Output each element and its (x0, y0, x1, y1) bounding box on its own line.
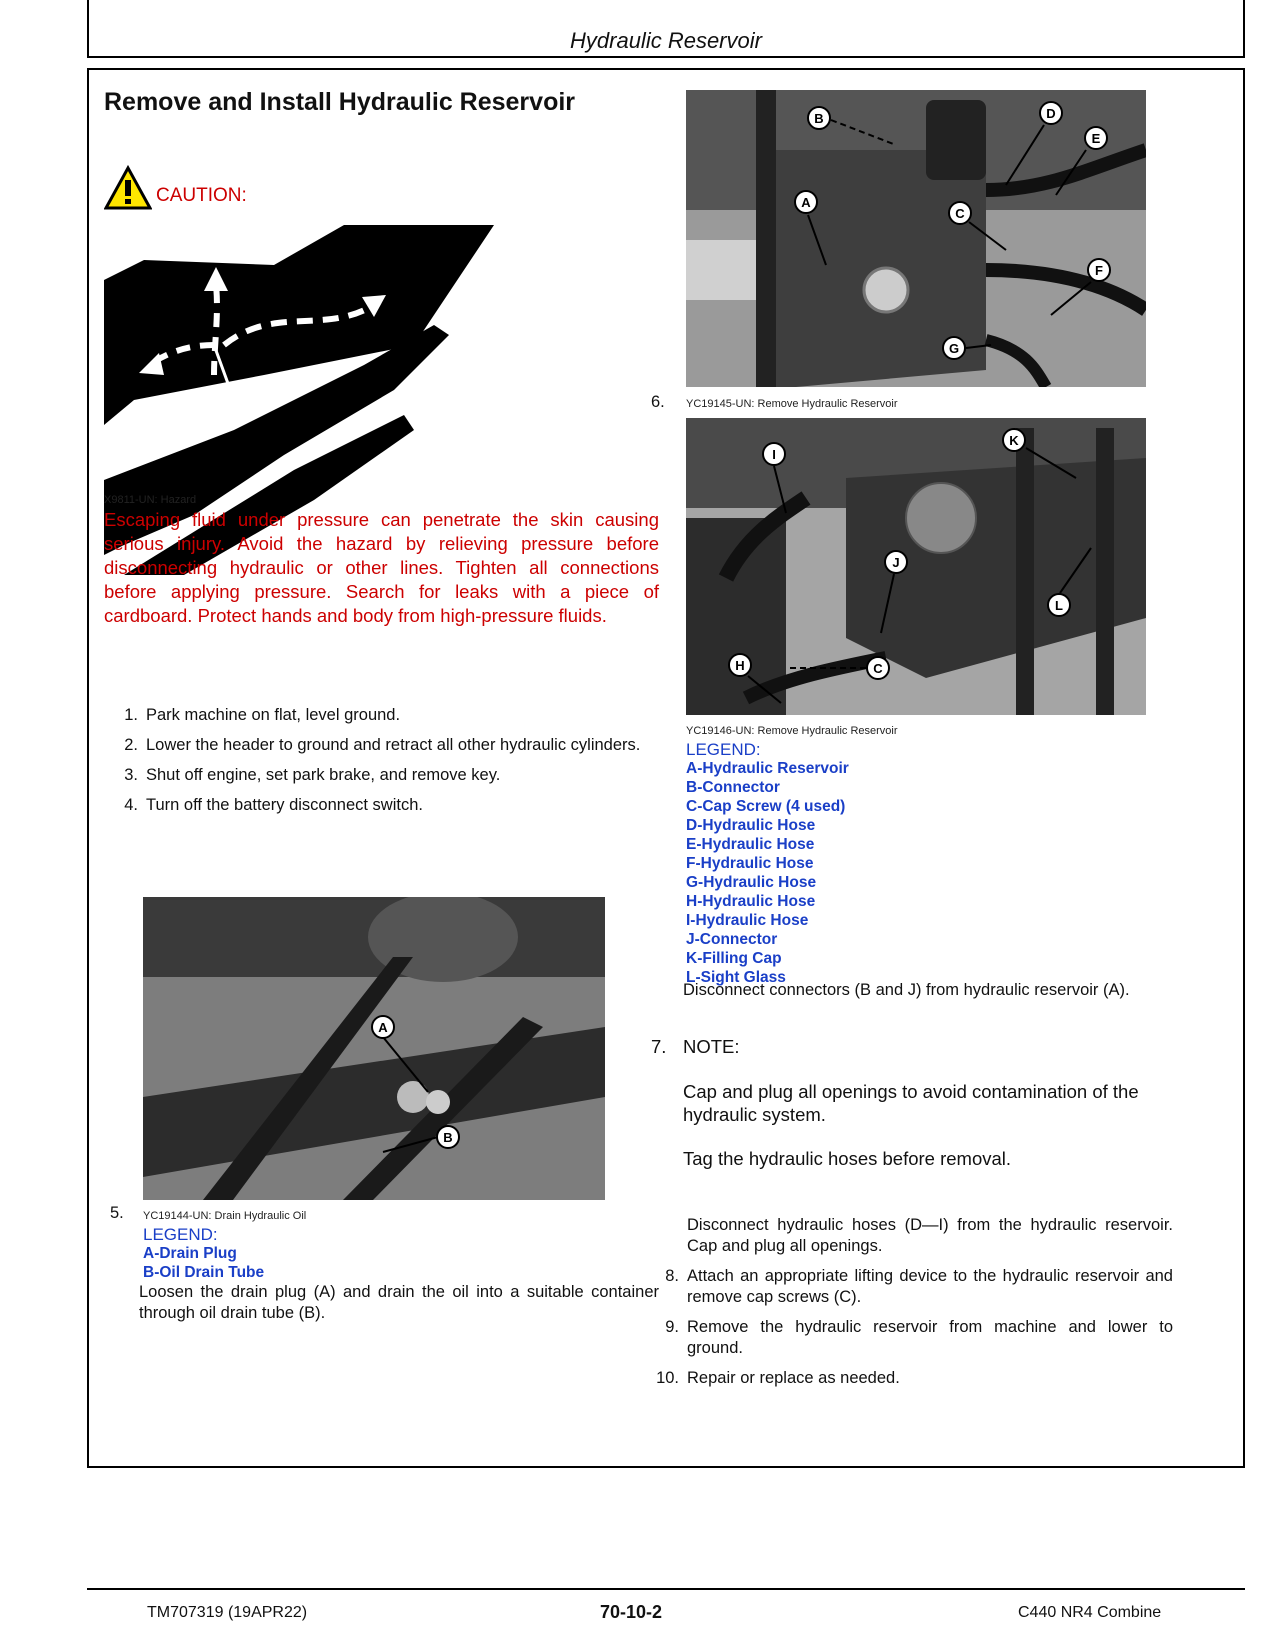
step-6-caption-1: YC19145-UN: Remove Hydraulic Reservoir (686, 398, 898, 410)
svg-text:A: A (378, 1020, 388, 1035)
step-6-caption-2: YC19146-UN: Remove Hydraulic Reservoir (686, 725, 898, 737)
legend-item: E-Hydraulic Hose (686, 836, 815, 853)
warning-text: Escaping fluid under pressure can penetrate the skin causing serious injury. Avoid the hazard by relieving pressure before disconnecting hydraulic or other lines. Tighten all connections before applying pressure. Search for leaks with a piece of cardboard. Protect hands and body from high-pressure fluids. (104, 509, 659, 626)
note-label: NOTE: (683, 1036, 740, 1057)
svg-text:B: B (814, 111, 824, 126)
list-item: 8. Attach an appropriate lifting device to the hydraulic reservoir and remove cap screws (C). (665, 1267, 1173, 1306)
svg-text:L: L (1055, 598, 1063, 613)
legend-item: A-Drain Plug (143, 1245, 237, 1262)
legend-item: K-Filling Cap (686, 950, 782, 967)
svg-text:H: H (735, 658, 745, 673)
note-line-1: Cap and plug all openings to avoid contamination of the hydraulic system. (683, 1081, 1139, 1125)
legend-item: B-Connector (686, 779, 780, 796)
legend-item: L-Sight Glass (686, 969, 786, 986)
svg-text:B: B (443, 1130, 453, 1145)
svg-text:D: D (1046, 106, 1056, 121)
step-6-text: Disconnect connectors (B and J) from hydraulic reservoir (A). (683, 981, 1130, 999)
section-title: Hydraulic Reservoir (570, 28, 762, 53)
warning-triangle-icon (104, 165, 152, 211)
legend-item: G-Hydraulic Hose (686, 874, 817, 891)
steps-list-left (104, 705, 659, 825)
hazard-caption: X9811-UN: Hazard (104, 494, 197, 506)
svg-text:F: F (1095, 263, 1103, 278)
step-5-legend: LEGEND: A-Drain Plug B-Oil Drain Tube (143, 1225, 265, 1281)
legend-item: H-Hydraulic Hose (686, 893, 816, 910)
legend-item: I-Hydraulic Hose (686, 912, 809, 929)
footer-doc-id: TM707319 (19APR22) (147, 1604, 308, 1621)
step-5-text: Loosen the drain plug (A) and drain the oil into a suitable container through oil drain tube (B). (139, 1283, 659, 1322)
list-item: 1. Park machine on flat, level ground. (124, 706, 401, 724)
page-title: Remove and Install Hydraulic Reservoir (104, 88, 576, 116)
caution-label: CAUTION: (156, 185, 247, 206)
step-6-number: 6. (651, 393, 665, 411)
list-item: 10. Repair or replace as needed. (656, 1369, 900, 1387)
svg-text:J: J (892, 555, 900, 570)
svg-text:C: C (873, 661, 883, 676)
legend-item: F-Hydraulic Hose (686, 855, 814, 872)
svg-text:A: A (801, 195, 811, 210)
footer-rule (87, 1588, 1245, 1590)
legend-item: D-Hydraulic Hose (686, 817, 816, 834)
step-6-legend: LEGEND: A-Hydraulic Reservoir B-Connector C-Cap Screw (4 used) D-Hydraulic Hose E-Hydraulic Hose F-Hydraulic Hose G-Hydraulic Hose H-Hydraulic Hose I-Hydraulic Hose J-Connector K-Filling Cap L-Sight Glass (686, 740, 849, 986)
reservoir-photo-1 (686, 90, 1146, 387)
list-item: 3. Shut off engine, set park brake, and remove key. (124, 766, 501, 784)
list-item: 4. Turn off the battery disconnect switch. (124, 796, 423, 814)
list-item: 9. Remove the hydraulic reservoir from machine and lower to ground. (665, 1318, 1173, 1357)
svg-text:G: G (948, 341, 960, 356)
legend-item: J-Connector (686, 931, 778, 948)
svg-text:E: E (1091, 131, 1101, 146)
reservoir-photo-2 (686, 418, 1146, 715)
list-item: 2. Lower the header to ground and retract all other hydraulic cylinders. (124, 736, 641, 754)
svg-text:I: I (772, 447, 776, 462)
legend-item: B-Oil Drain Tube (143, 1264, 265, 1281)
footer-model: C440 NR4 Combine (1018, 1604, 1162, 1621)
step-7-number: 7. (651, 1036, 667, 1057)
steps-list-right (645, 1266, 1173, 1398)
legend-item: C-Cap Screw (4 used) (686, 798, 846, 815)
caution-block (104, 165, 247, 211)
note-line-2: Tag the hydraulic hoses before removal. (683, 1148, 1012, 1169)
svg-text:C: C (955, 206, 965, 221)
step-7-text: Disconnect hydraulic hoses (D—I) from the hydraulic reservoir. Cap and plug all openings. (687, 1216, 1173, 1255)
footer-page-number: 70-10-2 (600, 1602, 663, 1622)
legend-item: A-Hydraulic Reservoir (686, 760, 849, 777)
step-5-number: 5. (110, 1204, 124, 1222)
step-5-caption: YC19144-UN: Drain Hydraulic Oil (143, 1210, 307, 1222)
drain-oil-photo (143, 897, 605, 1200)
section-header (87, 0, 1245, 58)
svg-text:K: K (1009, 433, 1019, 448)
content-box (87, 68, 1245, 1468)
